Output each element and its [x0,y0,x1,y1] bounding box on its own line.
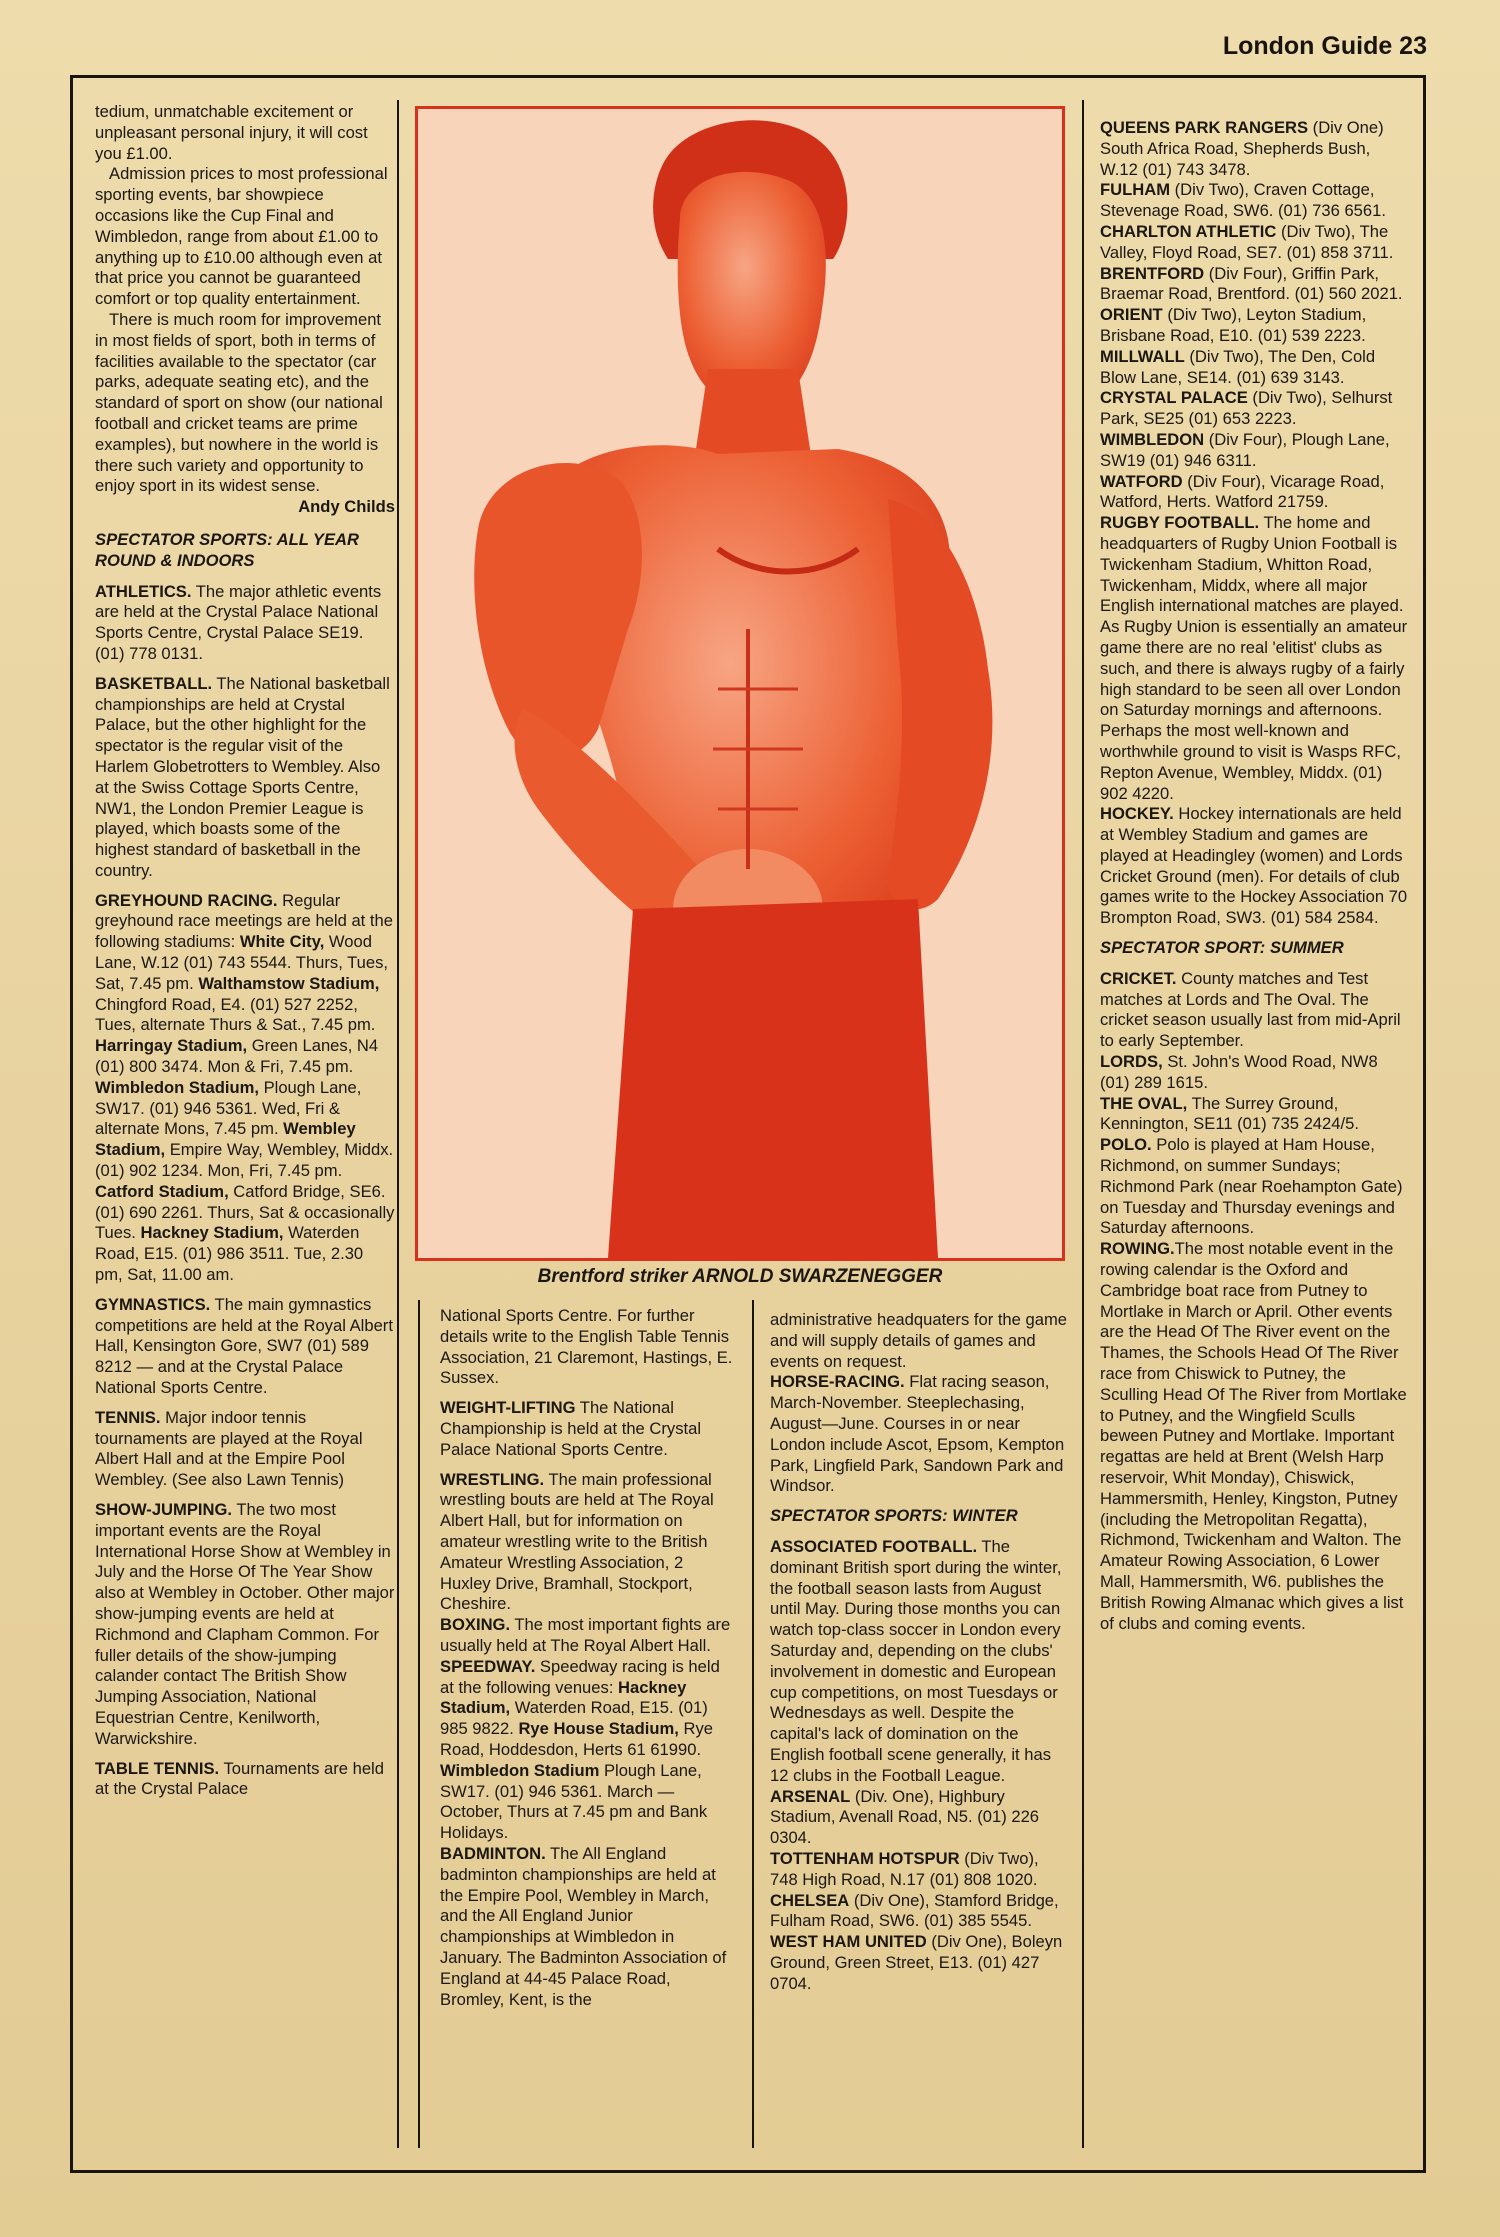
entry-horse-racing: HORSE-RACING. Flat racing season, March-November. Steeplechasing, August—June. Courses in or near London include Ascot, Epsom, Kempton Park, Lingfield Park, Sandown Park and Windsor. [770,1372,1065,1496]
entry-brentford: BRENTFORD (Div Four), Griffin Park, Braemar Road, Brentford. (01) 560 2021. [1100,263,1403,304]
entry-rowing: ROWING.The most notable event in the rowing calendar is the Oxford and Cambridge boat race from Putney to Mortlake in March or April. Other events are the Head Of The River event on the Thames, the Schools Head Of The River race from Chiswick to Putney, the Sculling Head Of The River from Mortlake to Putney, and the Wingfield Sculls beween Putney and Mortlake. Important regattas are held at Brent (Welsh Harp reservoir, Whit Monday), Chiswick, Hammersmith, Henley, Kingston, Putney (including the Metropolitan Regatta), Richmond, Twickenham and Walton. The Amateur Rowing Association, 6 Lower Mall, Hammersmith, W6. publishes the British Rowing Almanac which gives a list of clubs and coming events. [1100,1239,1407,1633]
paragraph: tedium, unmatchable excitement or unpleasant personal injury, it will cost you £1.00. [95,102,368,163]
section-heading: SPECTATOR SPORTS: WINTER [770,1506,1018,1526]
column-rule-3 [418,1300,420,2148]
entry-speedway: SPEEDWAY. Speedway racing is held at the following venues: Hackney Stadium, Waterden Road, E15. (01) 985 9822. Rye House Stadium, Rye Road, Hoddesdon, Herts 61 61990. Wimbledon Stadium Plough Lane, SW17. (01) 946 5361. March — October, Thurs at 7.45 pm and Bank Holidays. [440,1656,720,1843]
entry-lords: LORDS, St. John's Wood Road, NW8 (01) 289 1615. [1100,1052,1378,1092]
paragraph: There is much room for improvement in most fields of sport, both in terms of facilities available to the spectator (car parks, adequate seating etc), and the standard of sport on show (our national football and cricket teams are prime examples), but nowhere in the world is there such variety and opportunity to enjoy sport in its widest sense. [95,309,383,496]
photo-caption: Brentford striker ARNOLD SWARZENEGGER [537,1266,943,1287]
entry-chelsea: CHELSEA (Div One), Stamford Bridge, Fulham Road, SW6. (01) 385 5545. [770,1890,1059,1931]
entry-table-tennis: TABLE TENNIS. Tournaments are held at the Crystal Palace [95,1758,384,1799]
entry-millwall: MILLWALL (Div Two), The Den, Cold Blow Lane, SE14. (01) 639 3143. [1100,346,1376,387]
column-3 [770,1310,1068,2170]
entry-qpr: QUEENS PARK RANGERS (Div One) South Africa Road, Shepherds Bush, W.12 (01) 743 3478. [1100,118,1384,179]
entry-watford: WATFORD (Div Four), Vicarage Road, Watford, Herts. Watford 21759. [1100,471,1385,512]
entry-arsenal: ARSENAL (Div. One), Highbury Stadium, Avenall Road, N5. (01) 226 0304. [770,1786,1040,1848]
entry-charlton: CHARLTON ATHLETIC (Div Two), The Valley, Floyd Road, SE7. (01) 858 3711. [1100,221,1394,262]
entry-weight-lifting: WEIGHT-LIFTING The National Championship is held at the Crystal Palace National Sports Centre. [440,1398,702,1459]
paragraph: National Sports Centre. For further details write to the English Table Tennis Association, 21 Claremont, Hastings, E. Sussex. [440,1306,733,1388]
entry-crystal-palace: CRYSTAL PALACE (Div Two), Selhurst Park, SE25 (01) 653 2223. [1100,388,1393,429]
entry-tottenham: TOTTENHAM HOTSPUR (Div Two), 748 High Road, N.17 (01) 808 1020. [770,1848,1039,1889]
page-header: London Guide 23 [1222,32,1427,60]
column-1 [95,102,395,2162]
entry-wimbledon: WIMBLEDON (Div Four), Plough Lane, SW19 (01) 946 6311. [1100,429,1390,470]
column-rule-2 [1082,100,1084,2148]
section-heading: SPECTATOR SPORTS: ALL YEAR ROUND & INDOORS [95,529,359,570]
entry-basketball: BASKETBALL. The National basketball championships are held at Crystal Palace, but the other highlight for the spectator is the regular visit of the Harlem Globetrotters to Wembley. Also at the Swiss Cottage Sports Centre, NW1, the London Premier League is played, which boasts some of the highest standard of basketball in the country. [95,673,390,880]
entry-gymnastics: GYMNASTICS. The main gymnastics competitions are held at the Royal Albert Hall, Kensington Gore, SW7 (01) 589 8212 — and at the Crystal Palace National Sports Centre. [95,1294,393,1398]
entry-show-jumping: SHOW-JUMPING. The two most important events are the Royal International Horse Show at Wembley in July and the Horse Of The Year Show also at Wembley in October. Other major show-jumping events are held at Richmond and Clapham Common. For fuller details of the show-jumping calander contact The British Show Jumping Association, National Equestrian Centre, Kenilworth, Warwickshire. [95,1500,395,1748]
entry-boxing: BOXING. The most important fights are usually held at The Royal Albert Hall. [440,1615,731,1655]
entry-associated-football: ASSOCIATED FOOTBALL. The dominant British sport during the winter, the football season lasts from August until May. During those months you can watch top-class soccer in London every Saturday and, depending on the clubs' involvement in domestic and European cup competitions, on most Tuesdays or Wednesdays as well. Despite the capital's lack of domination on the English football scene generally, it has 12 clubs in the Football League. [770,1536,1062,1785]
section-heading: SPECTATOR SPORT: SUMMER [1100,938,1344,958]
entry-cricket: CRICKET. County matches and Test matches at Lords and The Oval. The cricket season usually last from mid-April to early September. [1100,968,1401,1051]
column-rule-1 [397,100,399,2148]
entry-west-ham: WEST HAM UNITED (Div One), Boleyn Ground, Green Street, E13. (01) 427 0704. [770,1932,1063,1993]
entry-hockey: HOCKEY. Hockey internationals are held at Wembley Stadium and games are played at Headingley (women) and Lords Cricket Ground (men). For details of club games write to the Hockey Association 70 Brompton Road, SW3. (01) 584 2584. [1100,804,1408,928]
column-rule-4 [752,1300,754,2148]
entry-orient: ORIENT (Div Two), Leyton Stadium, Brisbane Road, E10. (01) 539 2223. [1100,305,1367,345]
entry-oval: THE OVAL, The Surrey Ground, Kennington, SE11 (01) 735 2424/5. [1100,1093,1359,1134]
column-2 [440,1306,737,2166]
entry-badminton: BADMINTON. The All England badminton championships are held at the Empire Pool, Wembley in March, and the All England Junior championships at Wimbledon in January. The Badminton Association of England at 44-45 Palace Road, Bromley, Kent, is the [440,1843,727,2009]
entry-fulham: FULHAM (Div Two), Craven Cottage, Stevenage Road, SW6. (01) 736 6561. [1100,180,1386,221]
paragraph: administrative headquaters for the game and will supply details of games and events on request. [770,1310,1068,1371]
entry-athletics: ATHLETICS. The major athletic events are held at the Crystal Palace National Sports Centre, Crystal Palace SE19. (01) 778 0131. [95,581,382,663]
photo-bodybuilder [415,106,1065,1261]
entry-polo: POLO. Polo is played at Ham House, Richmond, on summer Sundays; Richmond Park (near Roehampton Gate) on Tuesday and Thursday evenings and Saturday afternoons. [1100,1135,1403,1238]
entry-wrestling: WRESTLING. The main professional wrestling bouts are held at The Royal Albert Hall, but for information on amateur wrestling write to the British Amateur Wrestling Association, 2 Huxley Drive, Bramhall, Stockport, Cheshire. [440,1469,714,1614]
column-4 [1100,118,1408,2168]
author-byline: Andy Childs [298,497,395,517]
bodybuilder-illustration [418,109,1062,1258]
entry-tennis: TENNIS. Major indoor tennis tournaments are played at the Royal Albert Hall and at the Empire Pool Wembley. (See also Lawn Tennis) [95,1407,363,1490]
paragraph: Admission prices to most professional sporting events, bar showpiece occasions like the Cup Final and Wimbledon, range from about £1.00 to anything up to £10.00 although even at that price you cannot be guaranteed comfort or top quality entertainment. [95,164,388,309]
entry-rugby: RUGBY FOOTBALL. The home and headquarters of Rugby Union Football is Twickenham Stadium, Whitton Road, Twickenham, Middx, where all major English international matches are played. As Rugby Union is essentially an amateur game there are no real 'elitist' clubs as such, and there is always rugby of a fairly high standard to be seen all over London on Saturday mornings and afternoons. Perhaps the most well-known and worthwhile ground to visit is Wasps RFC, Repton Avenue, Wembley, Middx. (01) 902 4220. [1100,513,1408,803]
entry-greyhound-racing: GREYHOUND RACING. Regular greyhound race meetings are held at the following stadiums: White City, Wood Lane, W.12 (01) 743 5544. Thurs, Tues, Sat, 7.45 pm. Walthamstow Stadium, Chingford Road, E4. (01) 527 2252, Tues, alternate Thurs & Sat., 7.45 pm. Harringay Stadium, Green Lanes, N4 (01) 800 3474. Mon & Fri, 7.45 pm. Wimbledon Stadium, Plough Lane, SW17. (01) 946 5361. Wed, Fri & alternate Mons, 7.45 pm. Wembley Stadium, Empire Way, Wembley, Middx. (01) 902 1234. Mon, Fri, 7.45 pm. Catford Stadium, Catford Bridge, SE6. (01) 690 2261. Thurs, Sat & occasionally Tues. Hackney Stadium, Waterden Road, E15. (01) 986 3511. Tue, 2.30 pm, Sat, 11.00 am. [95,890,395,1285]
